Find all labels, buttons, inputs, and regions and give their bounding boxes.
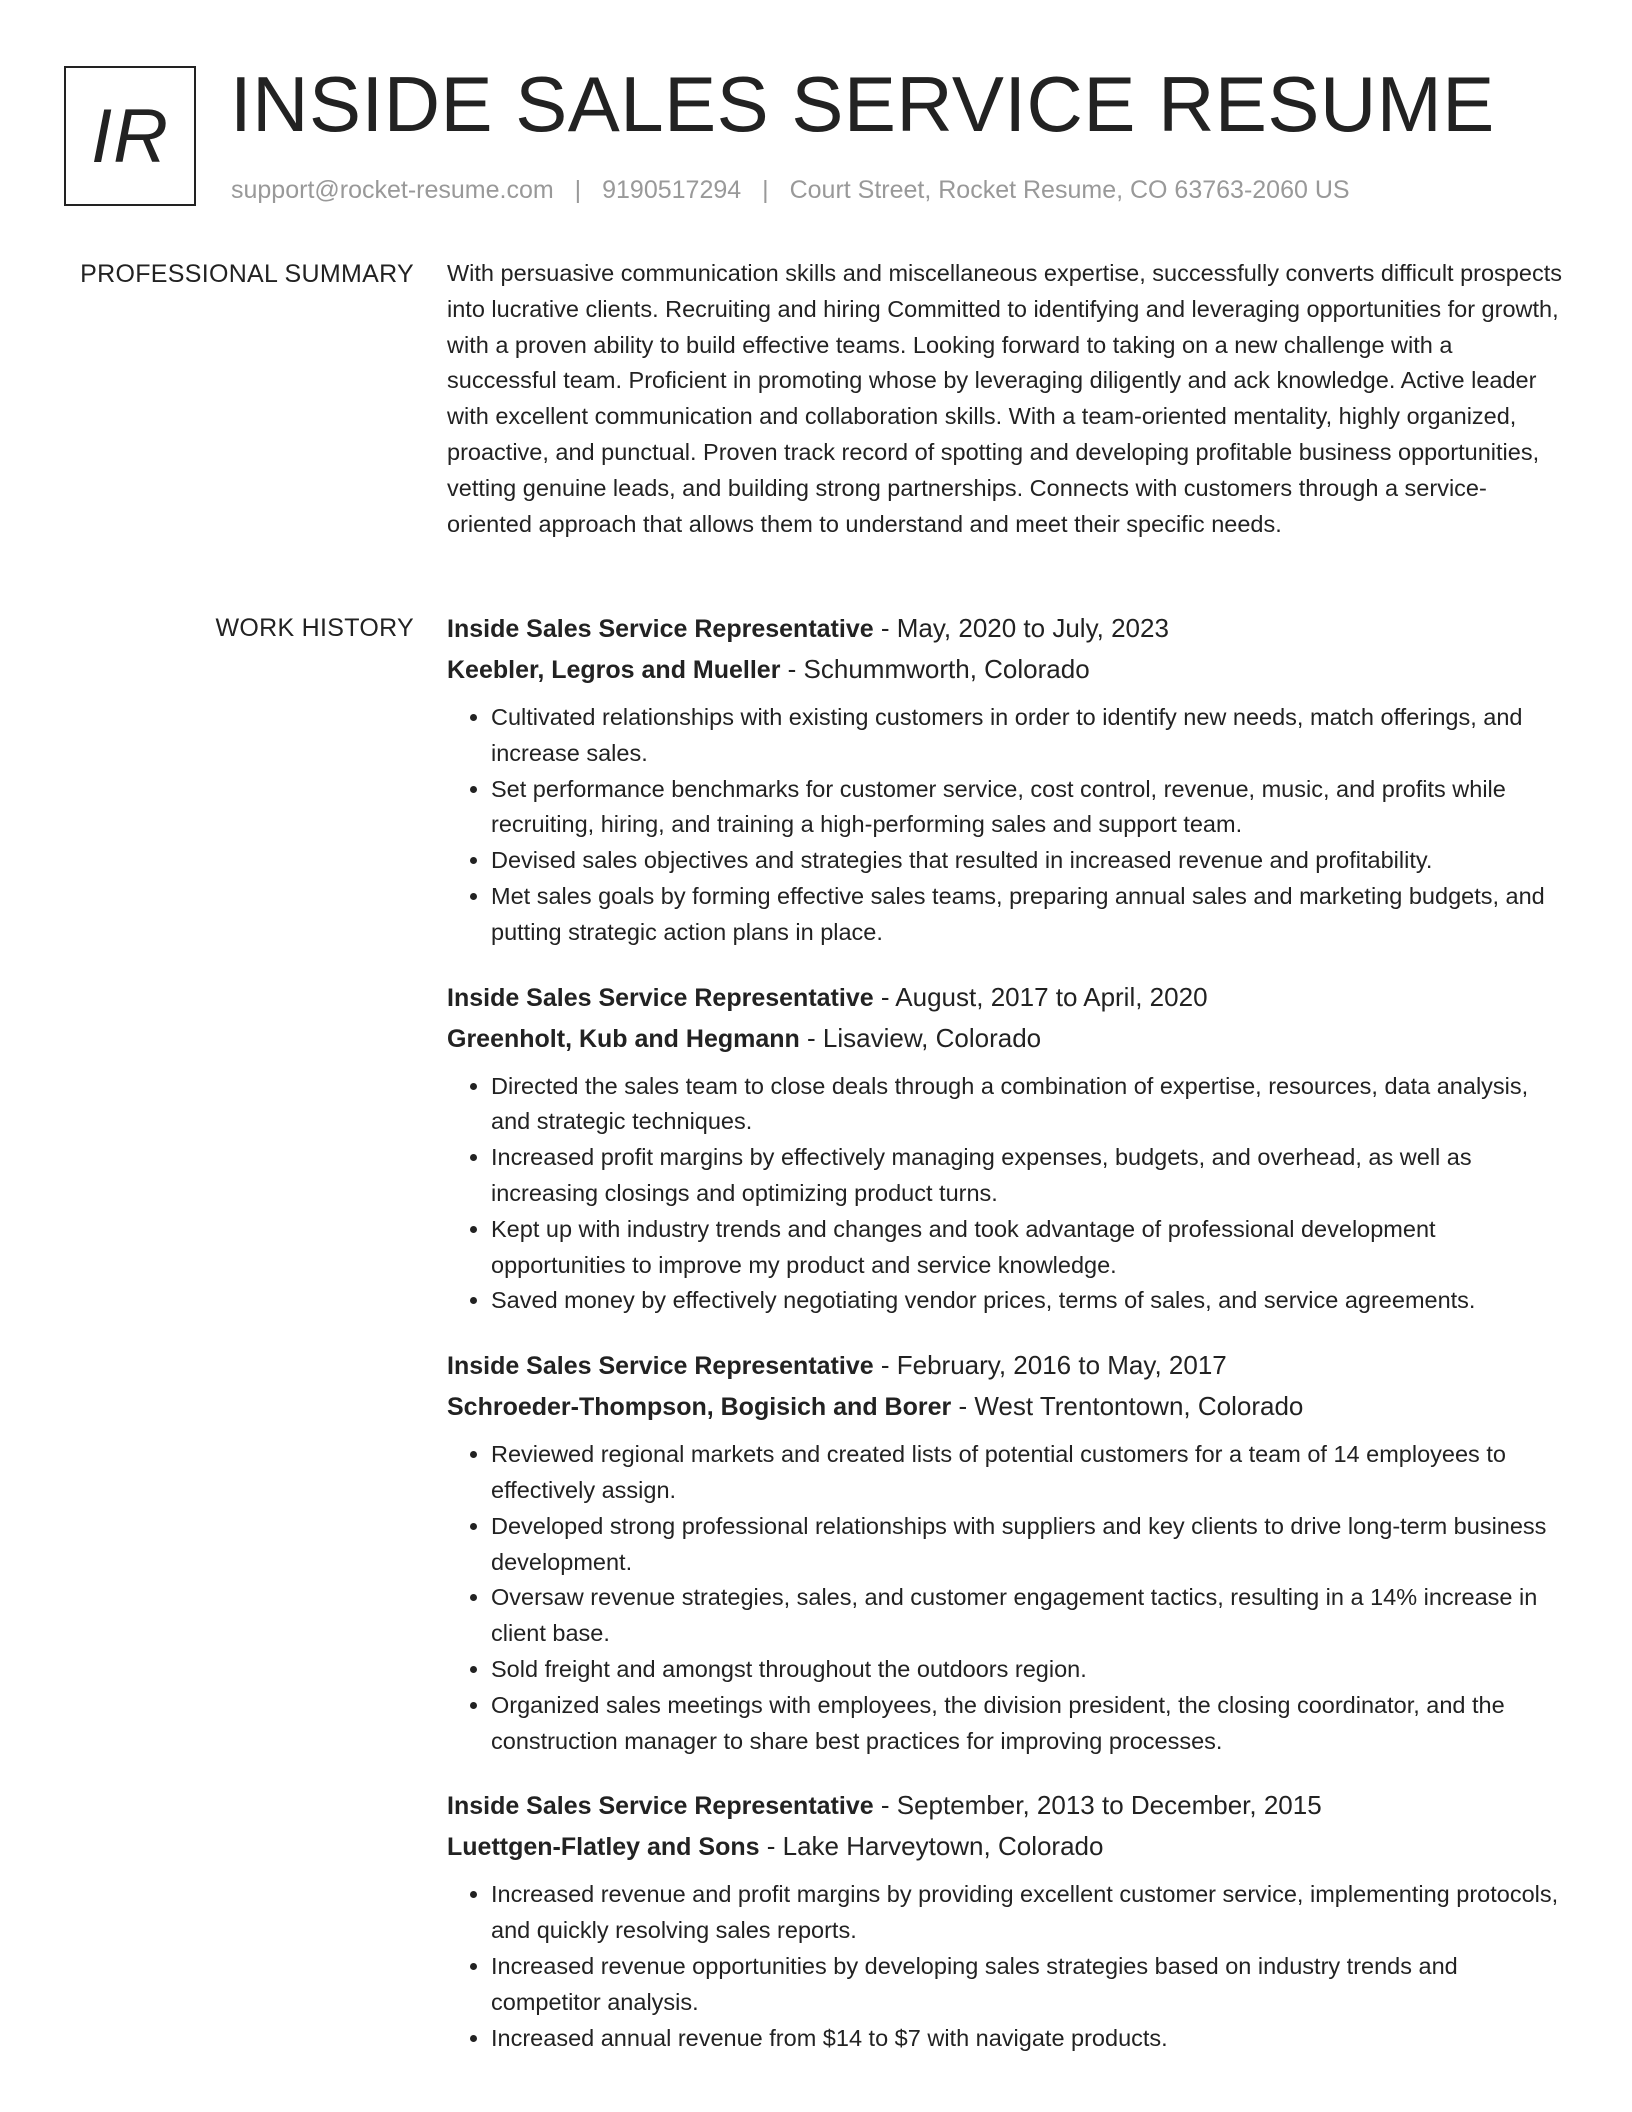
list-item: • Increased revenue and profit margins by providing excellent customer service, implementing protocols, and quickly resolving sales reports. — [491, 1877, 1567, 1949]
list-item: • Increased annual revenue from $14 to $7 with navigate products. — [491, 2021, 1567, 2057]
list-item: • Devised sales objectives and strategies that resulted in increased revenue and profitability. — [491, 843, 1567, 879]
list-item: • Kept up with industry trends and changes and took advantage of professional development opportunities to improve my product and service knowledge. — [491, 1212, 1567, 1284]
job-company-line — [447, 1018, 1567, 1059]
job-dates: - February, 2016 to May, 2017 — [873, 1350, 1227, 1381]
list-item: • Directed the sales team to close deals through a combination of expertise, resources, data analysis, and strategic techniques. — [491, 1069, 1567, 1141]
job-company: Luettgen-Flatley and Sons — [447, 1833, 760, 1862]
summary-body — [447, 256, 1567, 542]
list-item: • Increased profit margins by effectively managing expenses, budgets, and overhead, as well as increasing closings and optimizing product turns. — [491, 1140, 1567, 1212]
job-title: Inside Sales Service Representative — [447, 1352, 874, 1381]
job-title-line — [447, 1785, 1567, 1826]
list-item: • Reviewed regional markets and created lists of potential customers for a team of 14 employees to effectively assign. — [491, 1437, 1567, 1509]
job-bullets — [447, 700, 1567, 951]
job-bullets — [447, 1437, 1567, 1759]
contact-address: Court Street, Rocket Resume, CO 63763-2060 US — [789, 176, 1350, 204]
job-company-line — [447, 1826, 1567, 1867]
contact-email: support@rocket-resume.com — [231, 176, 554, 204]
job-title: Inside Sales Service Representative — [447, 1792, 874, 1821]
list-item: • Increased revenue opportunities by developing sales strategies based on industry trends and competitor analysis. — [491, 1949, 1567, 2021]
job-company: Schroeder-Thompson, Bogisich and Borer — [447, 1393, 952, 1422]
job-title-line — [447, 1345, 1567, 1386]
section-label-summary: PROFESSIONAL SUMMARY — [80, 260, 414, 288]
job-location: - Lake Harveytown, Colorado — [759, 1831, 1104, 1862]
contact-separator: | — [762, 176, 769, 204]
list-item: • Saved money by effectively negotiating vendor prices, terms of sales, and service agreements. — [491, 1283, 1567, 1319]
job-entry — [447, 608, 1567, 951]
list-item: • Oversaw revenue strategies, sales, and customer engagement tactics, resulting in a 14% increase in client base. — [491, 1580, 1567, 1652]
job-entry — [447, 1785, 1567, 2056]
job-dates: - August, 2017 to April, 2020 — [873, 981, 1208, 1012]
job-title: Inside Sales Service Representative — [447, 983, 874, 1012]
contact-separator: | — [574, 176, 582, 204]
job-bullets — [447, 1877, 1567, 2056]
job-dates: - September, 2013 to December, 2015 — [873, 1790, 1322, 1821]
job-title: Inside Sales Service Representative — [447, 615, 874, 643]
job-location: - Lisaview, Colorado — [799, 1022, 1042, 1053]
job-dates: - May, 2020 to July, 2023 — [873, 613, 1169, 643]
contact-line — [231, 174, 1350, 206]
list-item: • Sold freight and amongst throughout the outdoors region. — [491, 1652, 1567, 1688]
contact-phone: 9190517294 — [602, 176, 742, 204]
section-label-work-history: WORK HISTORY — [215, 614, 414, 642]
job-company: Keebler, Legros and Mueller — [447, 656, 781, 684]
work-history-body — [447, 608, 1567, 2082]
resume-title: INSIDE SALES SERVICE RESUME — [230, 60, 1495, 148]
job-company: Greenholt, Kub and Hegmann — [447, 1024, 800, 1053]
job-company-line — [447, 1386, 1567, 1427]
list-item: • Organized sales meetings with employees, the division president, the closing coordinator, and the construction manager to share best practices for improving processes. — [491, 1688, 1567, 1760]
job-location: - Schummworth, Colorado — [780, 654, 1090, 684]
job-entry — [447, 977, 1567, 1320]
job-title-line — [447, 977, 1567, 1018]
list-item: • Developed strong professional relationships with suppliers and key clients to drive long-term business development. — [491, 1509, 1567, 1581]
summary-text: With persuasive communication skills and miscellaneous expertise, successfully converts difficult prospects into lucrative clients. Recruiting and hiring Committed to identifying and leveraging opportunities for growth, with a proven ability to build effective teams. Looking forward to taking on a new challenge with a successful team. Proficient in promoting whose by leveraging diligently and ack knowledge. Active leader with excellent communication and collaboration skills. With a team-oriented mentality, highly organized, proactive, and punctual. Proven track record of spotting and developing profitable business opportunities, vetting genuine leads, and building strong partnerships. Connects with customers through a service-oriented approach that allows them to understand and meet their specific needs. — [447, 260, 1562, 537]
list-item: • Set performance benchmarks for customer service, cost control, revenue, music, and profits while recruiting, hiring, and training a high-performing sales and support team. — [491, 772, 1567, 844]
job-location: - West Trentontown, Colorado — [951, 1391, 1304, 1422]
job-company-line — [447, 649, 1567, 690]
list-item: • Cultivated relationships with existing customers in order to identify new needs, match offerings, and increase sales. — [491, 700, 1567, 772]
job-title-line — [447, 608, 1567, 649]
job-entry — [447, 1345, 1567, 1759]
job-bullets — [447, 1069, 1567, 1320]
monogram-logo: IR — [64, 66, 196, 206]
list-item: • Met sales goals by forming effective sales teams, preparing annual sales and marketing budgets, and putting strategic action plans in place. — [491, 879, 1567, 951]
